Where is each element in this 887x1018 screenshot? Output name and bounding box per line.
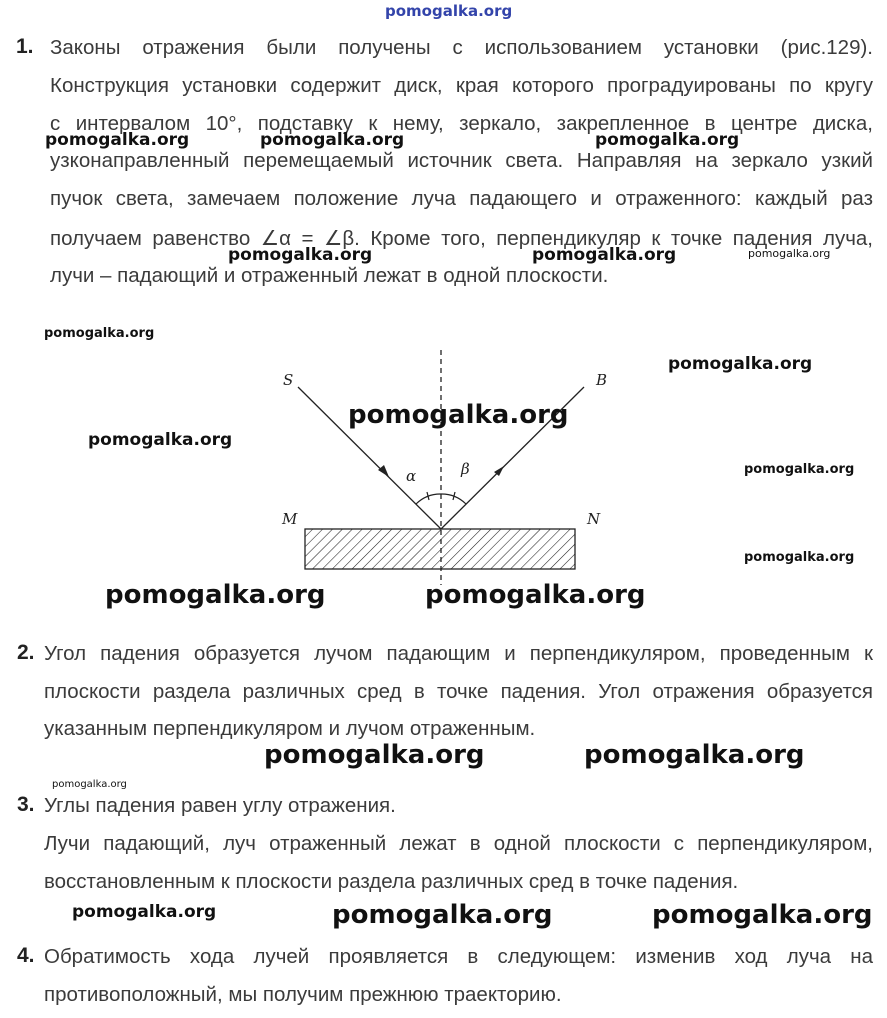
watermark: pomogalka.org xyxy=(744,462,855,477)
watermark: pomogalka.org xyxy=(425,580,646,610)
item-1-line-6: получаем равенство ∠α = ∠β. Кроме того, перпендикуляр к точке падения луча, xyxy=(50,227,873,250)
watermark-top: pomogalka.org xyxy=(385,2,513,20)
item-1-line-4: узконаправленный перемещаемый источник света. Направляя на зеркало узкий xyxy=(50,149,873,172)
watermark: pomogalka.org xyxy=(45,130,190,150)
item-1-line-1: Законы отражения были получены с использованием установки (рис.129). xyxy=(50,36,873,59)
item-2-line-3: указанным перпендикуляром и лучом отраженным. xyxy=(44,717,536,740)
label-b: B xyxy=(596,371,608,389)
label-s: S xyxy=(283,371,294,389)
watermark: pomogalka.org xyxy=(584,740,805,770)
watermark: pomogalka.org xyxy=(652,900,873,930)
watermark: pomogalka.org xyxy=(348,400,569,430)
item-1-line-7: лучи – падающий и отраженный лежат в одной плоскости. xyxy=(50,264,609,287)
watermark: pomogalka.org xyxy=(744,550,855,565)
item-4-line-2: противоположный, мы получим прежнюю траекторию. xyxy=(44,983,562,1006)
incident-arrow xyxy=(378,465,389,477)
item-1-line-2: Конструкция установки содержит диск, края которого проградуированы по кругу xyxy=(50,74,873,97)
watermark: pomogalka.org xyxy=(260,130,405,150)
watermark: pomogalka.org xyxy=(532,245,677,265)
watermark: pomogalka.org xyxy=(332,900,553,930)
label-beta: β xyxy=(461,460,470,478)
watermark: pomogalka.org xyxy=(88,430,233,450)
label-alpha: α xyxy=(406,467,417,485)
item-3-number: 3. xyxy=(17,793,35,816)
item-4-number: 4. xyxy=(17,944,35,967)
item-1-line-5: пучок света, замечаем положение луча падающего и отраженного: каждый раз xyxy=(50,187,873,210)
watermark: pomogalka.org xyxy=(595,130,740,150)
item-1-number: 1. xyxy=(16,35,34,58)
watermark: pomogalka.org xyxy=(228,245,373,265)
mirror-surface xyxy=(305,529,575,569)
item-2-line-1: Угол падения образуется лучом падающим и перпендикуляром, проведенным к xyxy=(44,642,873,665)
label-m: M xyxy=(282,510,298,528)
item-1-line-3: с интервалом 10°, подставку к нему, зеркало, закрепленное в центре диска, xyxy=(50,112,873,135)
watermark: pomogalka.org xyxy=(105,580,326,610)
item-3-line-3: восстановленным к плоскости раздела различных сред в точке падения. xyxy=(44,870,739,893)
watermark: pomogalka.org xyxy=(264,740,485,770)
watermark: pomogalka.org xyxy=(44,326,155,341)
item-2-number: 2. xyxy=(17,641,35,664)
item-3-line-1: Углы падения равен углу отражения. xyxy=(44,794,396,817)
label-n: N xyxy=(587,510,601,528)
item-4-line-1: Обратимость хода лучей проявляется в следующем: изменив ход луча на xyxy=(44,945,873,968)
watermark: pomogalka.org xyxy=(52,779,127,790)
item-3-line-2: Лучи падающий, луч отраженный лежат в одной плоскости с перпендикуляром, xyxy=(44,832,873,855)
watermark: pomogalka.org xyxy=(668,354,813,374)
item-2-line-2: плоскости раздела различных сред в точке падения. Угол отражения образуется xyxy=(44,680,873,703)
watermark: pomogalka.org xyxy=(72,902,217,922)
watermark: pomogalka.org xyxy=(748,247,831,260)
